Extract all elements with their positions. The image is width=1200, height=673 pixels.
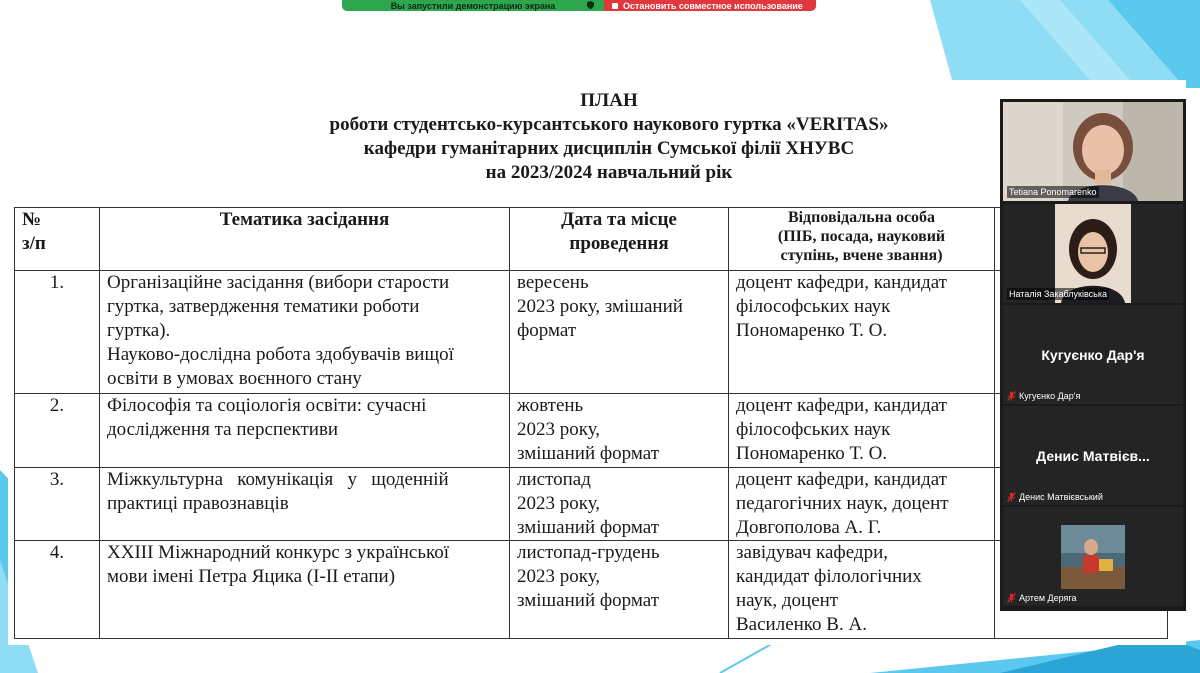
row-responsible: доцент кафедри, кандидат педагогічних наук, доцент Довгополова А. Г. bbox=[729, 468, 995, 541]
header-num: № з/п bbox=[15, 208, 100, 271]
participant-tile[interactable] bbox=[1003, 305, 1183, 404]
participant-display-name: Денис Матвієв... bbox=[1036, 448, 1150, 464]
participant-tile[interactable] bbox=[1003, 507, 1183, 606]
table-row bbox=[15, 271, 1168, 394]
participant-name-label: Наталія Закаблуківська bbox=[1009, 289, 1107, 299]
mic-muted-icon bbox=[1007, 391, 1016, 401]
participant-avatar-photo bbox=[1003, 507, 1183, 606]
row-date: листопад-грудень 2023 року, змішаний формат bbox=[510, 541, 729, 639]
screen-share-notice-text: Вы запустили демонстрацию экрана bbox=[390, 0, 556, 11]
doc-title-plan: ПЛАН bbox=[580, 90, 638, 111]
stop-icon bbox=[612, 3, 618, 9]
doc-title-line-3: кафедри гуманітарних дисциплін Сумської філії ХНУВС bbox=[363, 138, 855, 159]
row-topic: Організаційне засідання (вибори старости гуртка, затвердження тематики роботи гуртка). Науково-дослідна робота здобувачів вищої освіти в умовах воєнного стану bbox=[100, 271, 510, 394]
table-row bbox=[15, 468, 1168, 541]
header-topic: Тематика засідання bbox=[100, 208, 510, 271]
row-num: 3. bbox=[15, 468, 100, 541]
row-num: 2. bbox=[15, 394, 100, 468]
row-responsible: доцент кафедри, кандидат філософських наук Пономаренко Т. О. bbox=[729, 394, 995, 468]
table-row bbox=[15, 541, 1168, 639]
row-topic: Міжкультурна комунікація у щоденній практиці правознавців bbox=[100, 468, 510, 541]
screen-share-notice bbox=[342, 0, 604, 11]
doc-title-line-2: роботи студентсько-курсантського наукового гуртка «VERITAS» bbox=[329, 114, 889, 135]
row-topic: XXIII Міжнародний конкурс з української мови імені Петра Яцика (I-II етапи) bbox=[100, 541, 510, 639]
header-date: Дата та місце проведення bbox=[510, 208, 729, 271]
screen-share-bar bbox=[342, 0, 816, 11]
participant-name-label: Tetiana Ponomarenko bbox=[1009, 187, 1097, 197]
table-row bbox=[15, 394, 1168, 468]
stop-sharing-button[interactable] bbox=[604, 0, 816, 11]
row-num: 1. bbox=[15, 271, 100, 394]
table-header-row bbox=[15, 208, 1168, 271]
doc-title-line-4: на 2023/2024 навчальний рік bbox=[485, 162, 733, 183]
participant-name-label: Артем Деряга bbox=[1007, 593, 1077, 603]
row-num: 4. bbox=[15, 541, 100, 639]
header-responsible: Відповідальна особа (ПІБ, посада, науковий ступінь, вчене звання) bbox=[729, 208, 995, 271]
row-responsible: доцент кафедри, кандидат філософських наук Пономаренко Т. О. bbox=[729, 271, 995, 394]
row-date: жовтень 2023 року, змішаний формат bbox=[510, 394, 729, 468]
participant-name-label: Денис Матвієвський bbox=[1007, 492, 1103, 502]
participants-panel bbox=[1000, 99, 1186, 611]
participant-tile[interactable] bbox=[1003, 406, 1183, 505]
mic-muted-icon bbox=[1007, 492, 1016, 502]
shield-icon bbox=[587, 1, 594, 9]
participant-tile[interactable] bbox=[1003, 102, 1183, 201]
participant-name-label: Кугуєнко Дар'я bbox=[1007, 391, 1080, 401]
row-date: вересень 2023 року, змішаний формат bbox=[510, 271, 729, 394]
row-responsible: завідувач кафедри, кандидат філологічних наук, доцент Василенко В. А. bbox=[729, 541, 995, 639]
participant-display-name: Кугуєнко Дар'я bbox=[1041, 347, 1145, 363]
row-topic: Філософія та соціологія освіти: сучасні дослідження та перспективи bbox=[100, 394, 510, 468]
row-date: листопад 2023 року, змішаний формат bbox=[510, 468, 729, 541]
stop-sharing-label: Остановить совместное использование bbox=[623, 0, 803, 11]
participant-tile[interactable] bbox=[1003, 204, 1183, 303]
plan-table bbox=[14, 207, 1168, 639]
mic-muted-icon bbox=[1007, 593, 1016, 603]
